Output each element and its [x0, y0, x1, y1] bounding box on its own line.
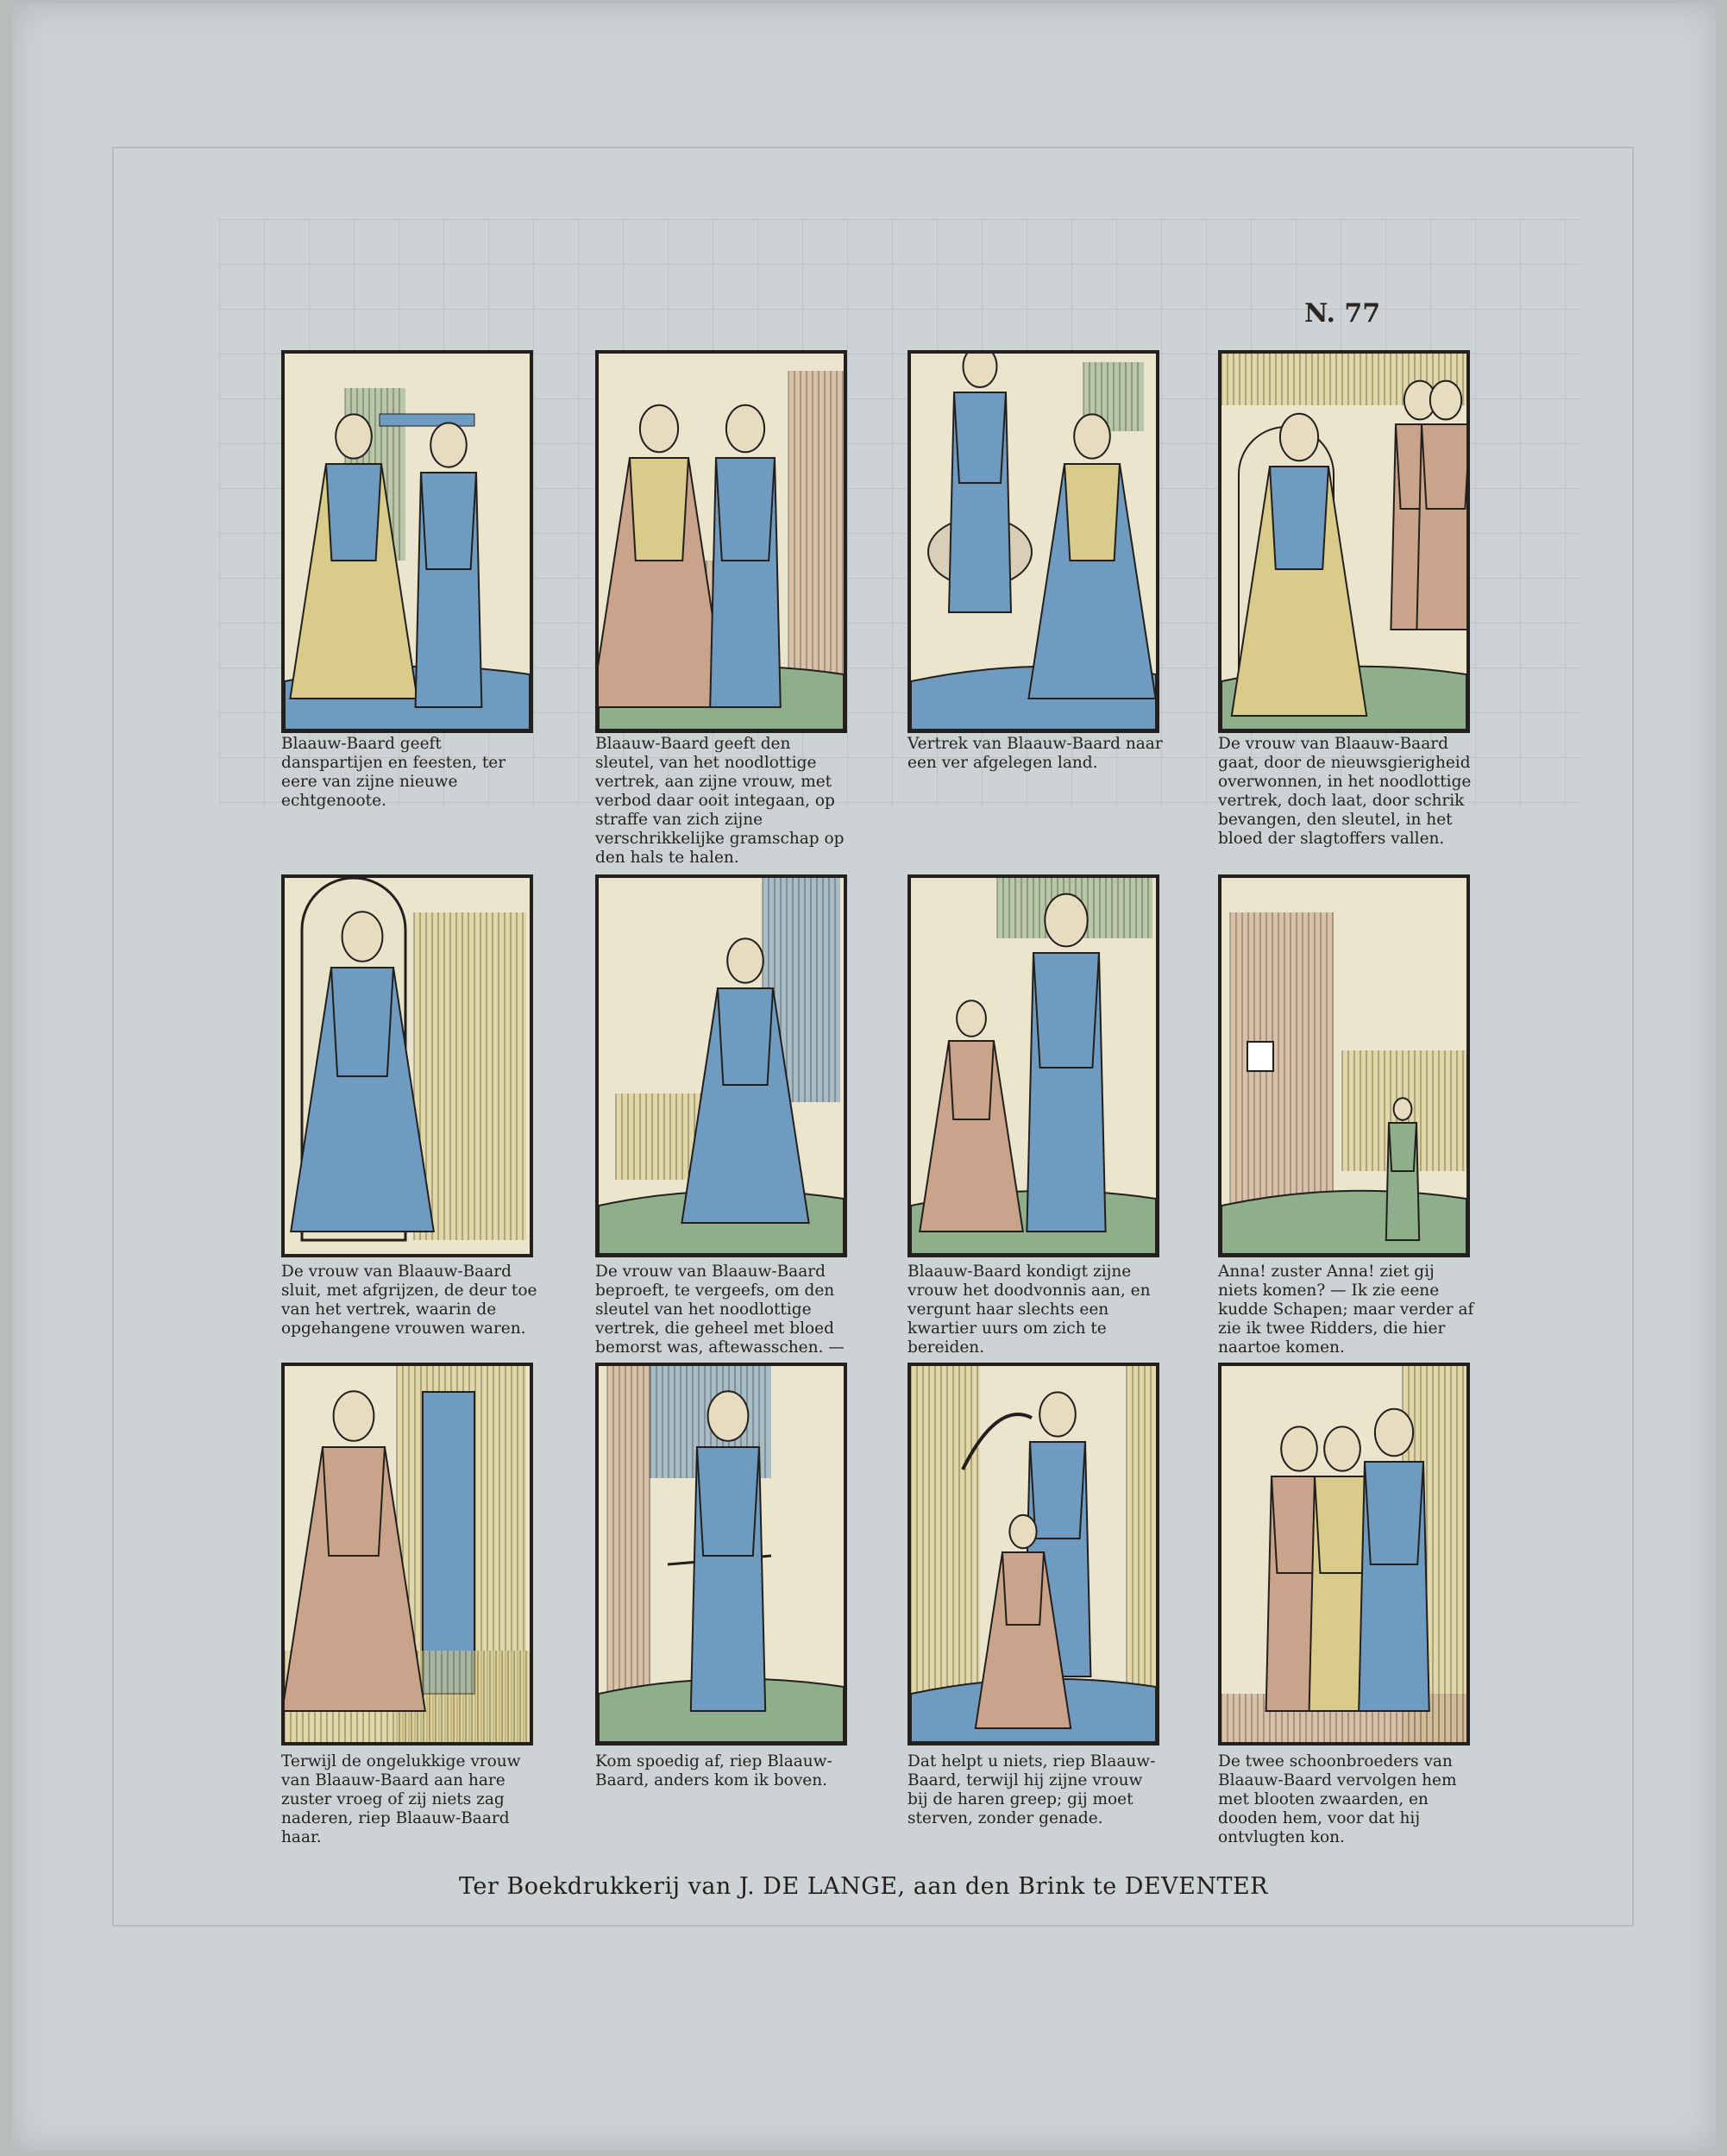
woodcut-illustration	[1221, 1366, 1466, 1742]
woodcut-illustration	[911, 878, 1156, 1254]
panel-caption: Blaauw-Baard geeft den sleutel, van het noodlottige vertrek, aan zijne vrouw, met verbod daar ooit integaan, op straffe van zich zijne verschrikkelijke gramschap op den hals te halen.	[595, 735, 845, 867]
woodcut-illustration	[285, 878, 530, 1254]
panel-caption: Vertrek van Blaauw-Baard naar een ver afgelegen land.	[907, 735, 1163, 772]
woodcut-panel	[1218, 874, 1470, 1257]
woodcut-panel	[595, 874, 847, 1257]
panel-caption: Kom spoedig af, riep Blaauw-Baard, anders kom ik boven.	[595, 1752, 832, 1789]
woodcut-illustration	[285, 1366, 530, 1742]
panel-caption: De vrouw van Blaauw-Baard sluit, met afgrijzen, de deur toe van het vertrek, waarin de opgehangene vrouwen waren.	[281, 1263, 537, 1338]
woodcut-illustration	[285, 354, 530, 730]
woodcut-panel	[595, 1363, 847, 1745]
woodcut-illustration	[599, 354, 844, 730]
woodcut-illustration	[1221, 878, 1466, 1254]
woodcut-illustration	[1221, 354, 1466, 730]
woodcut-panel	[281, 350, 533, 733]
woodcut-panel	[907, 874, 1159, 1257]
woodcut-illustration	[911, 1366, 1156, 1742]
panel-caption: De twee schoonbroeders van Blaauw-Baard vervolgen hem met blooten zwaarden, en dooden hem, voor dat hij ontvlugten kon.	[1218, 1752, 1457, 1846]
panel-caption: De vrouw van Blaauw-Baard beproeft, te vergeefs, om den sleutel van het noodlottige vertrek, die geheel met bloed bemorst was, aftewasschen. —	[595, 1263, 845, 1357]
sheet-number: N. 77	[1304, 298, 1381, 329]
woodcut-illustration	[599, 878, 844, 1254]
woodcut-panel	[907, 350, 1159, 733]
panel-caption: Blaauw-Baard geeft danspartijen en feesten, ter eere van zijne nieuwe echtgenoote.	[281, 735, 506, 810]
woodcut-panel	[1218, 1363, 1470, 1745]
woodcut-panel	[1218, 350, 1470, 733]
printer-imprint: Ter Boekdrukkerij van J. DE LANGE, aan den Brink te DEVENTER	[458, 1873, 1268, 1900]
woodcut-panel	[281, 1363, 533, 1745]
woodcut-panel	[281, 874, 533, 1257]
woodcut-illustration	[911, 354, 1156, 730]
woodcut-panel	[595, 350, 847, 733]
panel-caption: Anna! zuster Anna! ziet gij niets komen? — Ik zie eene kudde Schapen; maar verder af zie ik twee Ridders, die hier naartoe komen.	[1218, 1263, 1474, 1357]
panel-caption: De vrouw van Blaauw-Baard gaat, door de nieuwsgierigheid overwonnen, in het noodlottige vertrek, doch laat, door schrik bevangen, den sleutel, in het bloed der slagtoffers vallen.	[1218, 735, 1472, 848]
panel-caption: Dat helpt u niets, riep Blaauw-Baard, terwijl hij zijne vrouw bij de haren greep; gij moet sterven, zonder genade.	[907, 1752, 1156, 1827]
panel-caption: Blaauw-Baard kondigt zijne vrouw het doodvonnis aan, en vergunt haar slechts een kwartier uurs om zich te bereiden.	[907, 1263, 1151, 1357]
woodcut-panel	[907, 1363, 1159, 1745]
woodcut-illustration	[599, 1366, 844, 1742]
panel-caption: Terwijl de ongelukkige vrouw van Blaauw-Baard aan hare zuster vroeg of zij niets zag naderen, riep Blaauw-Baard haar.	[281, 1752, 521, 1846]
